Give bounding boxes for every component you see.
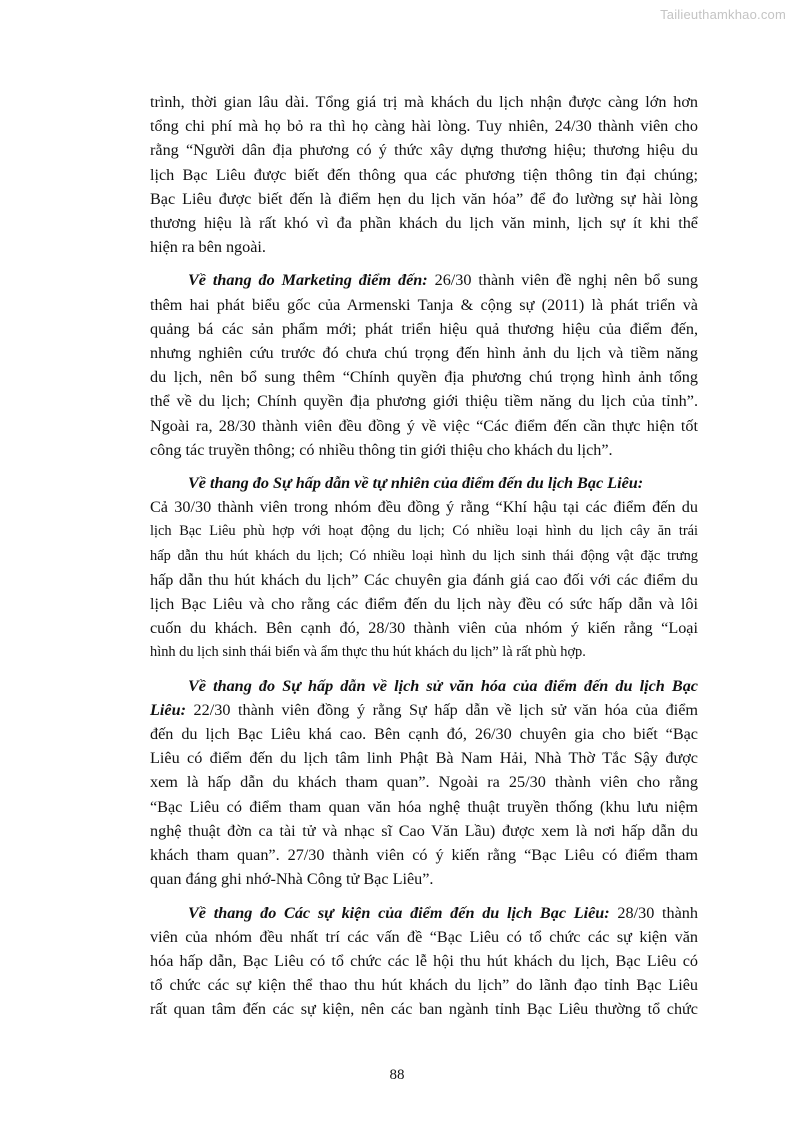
text-run: 26/30 thành viên đề nghị nên bổ sung xyxy=(427,271,698,290)
text-line: du lịch, nên bổ sung thêm “Chính quyền địa phương chú trọng hình ảnh tổng xyxy=(150,368,698,387)
paragraph-lead-heading: Về thang đo Sự hấp dẫn về tự nhiên của điểm đến du lịch Bạc Liêu: xyxy=(188,474,644,493)
text-line: thể về du lịch; Chính quyền địa phương giới thiệu tiềm năng du lịch của tỉnh”. xyxy=(150,392,698,411)
text-line: hóa hấp dẫn, Bạc Liêu có tổ chức các lễ hội thu hút khách du lịch, Bạc Liêu có xyxy=(150,951,698,970)
text-line: hấp dẫn thu hút khách du lịch” Các chuyên gia đánh giá cao đối với các điểm du xyxy=(150,570,698,589)
text-line: Cả 30/30 thành viên trong nhóm đều đồng ý rằng “Khí hậu tại các điểm đến du xyxy=(150,498,698,517)
text-line: Ngoài ra, 28/30 thành viên đều đồng ý về việc “Các điểm đến cần thực hiện tốt xyxy=(150,416,698,435)
text-line: Bạc Liêu được biết đến là điểm hẹn du lịch văn hóa” để đo lường sự hài lòng xyxy=(150,189,698,208)
page-number: 88 xyxy=(389,1067,405,1083)
text-line: hấp dẫn thu hút khách du lịch; Có nhiều loại hình du lịch sinh thái động vật đặc trưng xyxy=(150,547,698,564)
paragraph-events xyxy=(150,901,698,1022)
paragraph-history-culture xyxy=(150,674,698,892)
text-line: tổ chức các sự kiện thể thao thu hút khách du lịch” do lãnh đạo tỉnh Bạc Liêu xyxy=(150,976,698,995)
paragraph-lead-heading: Về thang đo Sự hấp dẫn về lịch sử văn hóa của điểm đến du lịch Bạc xyxy=(188,676,698,695)
paragraph-marketing xyxy=(150,268,698,462)
text-run: 22/30 thành viên đồng ý rằng Sự hấp dẫn về lịch sử văn hóa của điểm xyxy=(185,700,698,719)
text-line: hình du lịch sinh thái biển và ẩm thực thu hút khách du lịch” là rất phù hợp. xyxy=(150,644,586,661)
text-line: lịch Bạc Liêu và cho rằng các điểm đến du lịch này đều có sức hấp dẫn và lôi xyxy=(150,595,698,614)
document-body xyxy=(150,90,698,1031)
text-line: nghệ thuật đờn ca tài tử và nhạc sĩ Cao Văn Lầu) được xem là nơi hấp dẫn du xyxy=(150,821,698,840)
watermark-text: Tailieuthamkhao.com xyxy=(660,7,786,22)
paragraph-lead-heading: Liêu: xyxy=(150,700,186,719)
text-line: quảng bá các sản phẩm mới; phát triển hiệu quả thương hiệu của điểm đến, xyxy=(150,319,698,338)
text-line: cuốn du khách. Bên cạnh đó, 28/30 thành viên của nhóm ý kiến rằng “Loại xyxy=(150,619,698,638)
text-line: lịch Bạc Liêu phù hợp với hoạt động du lịch; Có nhiều loại hình du lịch cây ăn trái xyxy=(150,523,698,540)
text-line: rằng “Người dân địa phương có ý thức xây dựng thương hiệu; thương hiệu du xyxy=(150,141,698,160)
text-run: 28/30 thành xyxy=(609,903,698,922)
paragraph-natural-attraction xyxy=(150,471,698,665)
text-line: “Bạc Liêu có điểm tham quan văn hóa nghệ thuật truyền thống (khu lưu niệm xyxy=(150,797,698,816)
text-line: thêm hai phát biểu gốc của Armenski Tanja & cộng sự (2011) là phát triển và xyxy=(150,295,698,314)
text-line: khách tham quan”. 27/30 thành viên có ý kiến rằng “Bạc Liêu có điểm tham xyxy=(150,846,698,865)
text-line: xem là hấp dẫn du khách tham quan”. Ngoài ra 25/30 thành viên cho rằng xyxy=(150,773,698,792)
text-line: công tác truyền thông; có nhiều thông tin giới thiệu cho khách du lịch”. xyxy=(150,440,613,459)
text-line: rất quan tâm đến các sự kiện, nên các ban ngành tỉnh Bạc Liêu thường tổ chức xyxy=(150,1000,698,1019)
text-line: lịch Bạc Liêu được biết đến thông qua các phương tiện thông tin đại chúng; xyxy=(150,165,698,184)
text-line: nhưng nghiên cứu trước đó chưa chú trọng đến hình ảnh du lịch và tiềm năng xyxy=(150,344,698,363)
text-line: hiện ra bên ngoài. xyxy=(150,238,266,257)
paragraph-lead-heading: Về thang đo Các sự kiện của điểm đến du lịch Bạc Liêu: xyxy=(188,903,610,922)
paragraph-lead-heading: Về thang đo Marketing điểm đến: xyxy=(188,271,428,290)
text-line: đến du lịch Bạc Liêu khá cao. Bên cạnh đó, 26/30 chuyên gia cho biết “Bạc xyxy=(150,725,698,744)
paragraph-brand-satisfaction xyxy=(150,90,698,259)
text-line: tổng chi phí mà họ bỏ ra thì họ càng hài lòng. Tuy nhiên, 24/30 thành viên cho xyxy=(150,117,698,136)
text-line xyxy=(150,268,698,292)
text-line: viên của nhóm đều nhất trí các vấn đề “Bạc Liêu có tổ chức các sự kiện văn xyxy=(150,927,698,946)
text-line: quan đáng ghi nhớ-Nhà Công tử Bạc Liêu”. xyxy=(150,870,434,889)
text-line: thương hiệu là rất khó vì đa phần khách du lịch văn minh, lịch sự ít khi thể xyxy=(150,214,698,233)
text-line xyxy=(150,698,698,722)
text-line xyxy=(150,901,698,925)
text-line: Liêu có điểm đến du lịch tâm linh Phật Bà Nam Hải, Nhà Thờ Tắc Sậy được xyxy=(150,749,698,768)
text-line: trình, thời gian lâu dài. Tổng giá trị mà khách du lịch nhận được càng lớn hơn xyxy=(150,93,698,111)
